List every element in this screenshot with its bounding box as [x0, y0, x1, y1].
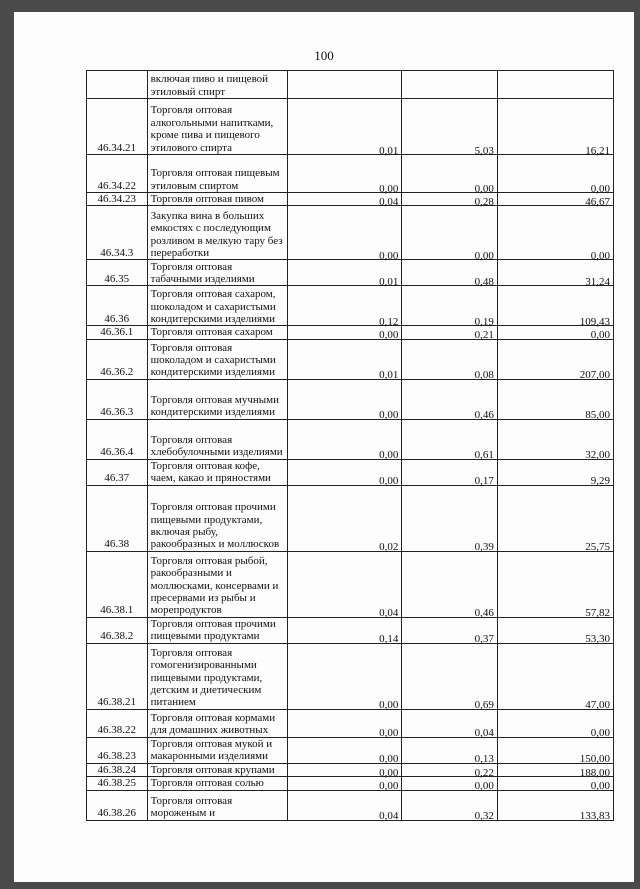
row-code-text: 46.38.1: [100, 604, 134, 617]
row-code: [87, 709, 148, 737]
row-code-text: 46.34.23: [97, 193, 137, 205]
row-value-3-text: 0,00: [590, 727, 610, 740]
row-value-2: [402, 709, 498, 740]
row-code: [87, 643, 148, 709]
row-name: [147, 777, 288, 790]
row-value-2: [402, 763, 498, 779]
row-value-3-text: 0,00: [590, 780, 610, 793]
row-value-3-text: 133,83: [579, 810, 610, 823]
row-name-text: Торговля оптовая кормами для домашних животных: [150, 712, 276, 737]
row-value-2: [402, 206, 498, 260]
row-value-2-text: 0,22: [474, 766, 494, 779]
row-code: [87, 737, 148, 763]
row-name: [147, 551, 288, 617]
row-value-1-text: 0,00: [379, 409, 399, 422]
row-code: [87, 155, 148, 193]
row-value-1: [288, 459, 402, 488]
row-value-1: [288, 485, 402, 554]
row-code-text: 46.38.26: [97, 807, 137, 820]
row-code: [87, 326, 148, 339]
row-value-2-text: 0,00: [474, 182, 494, 195]
row-value-3: [497, 709, 613, 740]
table-row: [87, 326, 614, 339]
row-code: [87, 260, 148, 286]
row-value-3: [497, 99, 613, 155]
row-value-3: [497, 617, 613, 646]
row-value-2: [402, 155, 498, 193]
row-value-1-text: 0,00: [379, 475, 399, 488]
row-value-3-text: 46,67: [585, 196, 610, 208]
row-value-1-text: 0,01: [379, 276, 399, 288]
table-row: [87, 551, 614, 617]
table-row: [87, 419, 614, 459]
row-code-text: 46.36.2: [100, 366, 134, 379]
row-value-3-text: 53,30: [585, 633, 610, 646]
row-name-text: включая пиво и пищевой этиловый спирт: [150, 73, 269, 98]
row-value-2-text: 0,69: [474, 699, 494, 712]
row-code-text: 46.38.21: [97, 696, 137, 709]
row-value-1-text: 0,01: [379, 144, 399, 157]
row-value-3-text: 0,00: [590, 329, 610, 342]
row-value-2: [402, 617, 498, 646]
page-number: 100: [314, 48, 334, 63]
row-value-3-text: 207,00: [579, 369, 610, 382]
row-value-2: [402, 260, 498, 286]
row-code-text: 46.35: [104, 273, 130, 285]
row-value-1-text: 0,04: [379, 810, 399, 823]
row-value-1: [288, 71, 402, 99]
row-name: [147, 155, 288, 193]
row-value-2-text: 0,13: [474, 753, 494, 766]
row-value-2-text: 0,21: [474, 329, 494, 342]
row-value-2-text: 0,46: [474, 607, 494, 620]
table-body: [87, 71, 614, 821]
row-value-1: [288, 737, 402, 766]
row-name-text: Торговля оптовая пищевым этиловым спиртом: [150, 167, 280, 192]
row-value-2: [402, 643, 498, 712]
table-row: [87, 193, 614, 206]
row-name: [147, 737, 288, 763]
row-code-text: 46.38.22: [97, 724, 137, 737]
row-value-1: [288, 339, 402, 382]
table-row: [87, 763, 614, 776]
row-code: [87, 99, 148, 155]
row-value-2-text: 0,61: [474, 449, 494, 462]
row-value-3-text: 0,00: [590, 250, 610, 262]
row-name-text: Торговля оптовая крупами: [150, 763, 275, 776]
table-row: [87, 643, 614, 709]
row-name: [147, 790, 288, 820]
row-code: [87, 286, 148, 326]
row-code: [87, 71, 148, 99]
row-code-text: 46.38.25: [97, 777, 137, 790]
row-value-3: [497, 419, 613, 462]
row-value-2: [402, 419, 498, 462]
row-code-text: 46.37: [104, 472, 130, 485]
row-value-3: [497, 155, 613, 193]
row-name: [147, 459, 288, 485]
row-code: [87, 339, 148, 379]
table-row: [87, 339, 614, 379]
row-code-text: 46.36.4: [100, 446, 134, 459]
row-value-1-text: 0,12: [379, 316, 399, 328]
row-value-3: [497, 71, 613, 99]
row-code-text: 46.36: [104, 313, 130, 325]
row-name-text: Торговля оптовая мороженым и: [150, 794, 233, 820]
row-name-text: Торговля оптовая сахаром, шоколадом и сахаристыми кондитерскими изделиями: [150, 288, 276, 325]
row-value-3-text: 31,24: [585, 276, 610, 288]
row-value-2: [402, 286, 498, 326]
row-value-3-text: 25,75: [585, 541, 610, 554]
row-name: [147, 709, 288, 737]
row-name-text: Торговля оптовая табачными изделиями: [150, 260, 255, 285]
table-row: [87, 617, 614, 643]
row-value-3-text: 85,00: [585, 409, 610, 422]
row-value-3-text: 150,00: [579, 753, 610, 766]
row-value-2-text: 0,46: [474, 409, 494, 422]
row-value-2: [402, 339, 498, 382]
row-value-3-text: 188,00: [579, 766, 610, 779]
row-value-1: [288, 617, 402, 646]
row-value-1-text: 0,00: [379, 753, 399, 766]
row-value-3: [497, 339, 613, 382]
row-code: [87, 485, 148, 551]
row-value-2-text: 0,48: [474, 276, 494, 288]
table-row: [87, 155, 614, 193]
row-value-2: [402, 99, 498, 155]
row-name-text: Торговля оптовая прочими пищевыми продуктами: [150, 618, 276, 643]
row-value-1-text: 0,00: [379, 699, 399, 712]
row-code: [87, 379, 148, 419]
row-name-text: Торговля оптовая кофе, чаем, какао и пряностями: [150, 460, 271, 485]
row-code: [87, 459, 148, 485]
row-value-3: [497, 459, 613, 488]
row-name: [147, 419, 288, 459]
row-value-1: [288, 419, 402, 462]
row-name-text: Закупка вина в больших емкостях с последующим розливом в мелкую тару без переработки: [150, 209, 283, 259]
table-row: [87, 709, 614, 737]
row-value-3: [497, 485, 613, 554]
row-name-text: Торговля оптовая пивом: [150, 193, 265, 205]
row-value-2: [402, 71, 498, 99]
row-value-2: [402, 459, 498, 488]
row-value-3-text: 47,00: [585, 699, 610, 712]
row-code: [87, 193, 148, 206]
row-value-3: [497, 790, 613, 823]
row-value-2-text: 0,04: [474, 727, 494, 740]
row-value-3-text: 0,00: [590, 182, 610, 195]
table-row: [87, 286, 614, 326]
row-name-text: Торговля оптовая прочими пищевыми продуктами, включая рыбу, ракообразных и моллюсков: [150, 501, 280, 551]
row-name-text: Торговля оптовая шоколадом и сахаристыми кондитерскими изделиями: [150, 341, 276, 379]
row-value-3-text: 109,43: [579, 316, 610, 328]
row-value-1-text: 0,00: [379, 329, 399, 342]
row-value-1-text: 0,02: [379, 541, 399, 554]
row-name-text: Торговля оптовая хлебобулочными изделиями: [150, 434, 283, 459]
row-code-text: 46.34.3: [100, 247, 134, 259]
row-value-1: [288, 379, 402, 422]
row-value-1-text: 0,04: [379, 196, 399, 208]
row-code: [87, 551, 148, 617]
row-value-1: [288, 155, 402, 193]
row-code-text: 46.38.24: [97, 763, 137, 776]
row-value-2-text: 0,32: [474, 810, 494, 823]
row-value-2: [402, 379, 498, 422]
row-value-3-text: 9,29: [590, 475, 610, 488]
row-code: [87, 763, 148, 776]
row-code-text: 46.38.23: [97, 750, 137, 763]
row-code: [87, 419, 148, 459]
row-name: [147, 71, 288, 99]
row-value-2-text: 0,00: [474, 250, 494, 262]
row-code: [87, 206, 148, 260]
row-value-1: [288, 260, 402, 286]
row-value-2-text: 0,28: [474, 196, 494, 208]
row-value-1-text: 0,01: [379, 369, 399, 382]
row-value-2-text: 0,37: [474, 633, 494, 646]
row-name: [147, 193, 288, 206]
row-code-text: 46.36.1: [100, 326, 134, 339]
row-value-1: [288, 99, 402, 155]
row-code-text: 46.36.3: [100, 406, 134, 419]
row-value-1-text: 0,00: [379, 780, 399, 793]
row-value-2: [402, 485, 498, 554]
row-value-1-text: 0,00: [379, 727, 399, 740]
row-value-3: [497, 737, 613, 766]
row-value-3: [497, 763, 613, 779]
row-value-3: [497, 286, 613, 326]
row-value-1-text: 0,00: [379, 182, 399, 195]
row-value-1: [288, 551, 402, 620]
row-value-3: [497, 551, 613, 620]
row-name-text: Торговля оптовая гомогенизированными пищевыми продуктами, детским и диетическим питанием: [150, 646, 263, 709]
row-value-2-text: 5,03: [474, 144, 494, 157]
row-code-text: 46.34.22: [97, 179, 137, 192]
row-name: [147, 763, 288, 776]
row-value-2-text: 0,39: [474, 541, 494, 554]
row-value-2-text: 0,19: [474, 316, 494, 328]
row-value-3: [497, 643, 613, 712]
row-code: [87, 777, 148, 790]
table-row: [87, 459, 614, 485]
table-row: [87, 485, 614, 551]
row-value-3: [497, 260, 613, 286]
row-name: [147, 99, 288, 155]
row-code-text: 46.34.21: [97, 141, 137, 154]
table-row: [87, 737, 614, 763]
row-value-1-text: 0,00: [379, 449, 399, 462]
table-row: [87, 71, 614, 99]
row-value-2: [402, 737, 498, 766]
row-name: [147, 379, 288, 419]
table-row: [87, 99, 614, 155]
table-row: [87, 790, 614, 820]
row-name: [147, 617, 288, 643]
row-name: [147, 485, 288, 551]
row-value-2-text: 0,08: [474, 369, 494, 382]
row-name: [147, 643, 288, 709]
row-name-text: Торговля оптовая рыбой, ракообразными и моллюсками, консервами и пресервами из рыбы и морепродуктов: [150, 554, 279, 617]
row-value-1: [288, 763, 402, 779]
row-name-text: Торговля оптовая сахаром: [150, 326, 273, 339]
table-row: [87, 777, 614, 790]
table-row: [87, 260, 614, 286]
row-name: [147, 206, 288, 260]
row-value-2: [402, 790, 498, 823]
row-name-text: Торговля оптовая мукой и макаронными изделиями: [150, 738, 273, 763]
row-value-1: [288, 790, 402, 823]
row-name: [147, 326, 288, 339]
row-value-1-text: 0,04: [379, 607, 399, 620]
row-name: [147, 286, 288, 326]
row-code: [87, 790, 148, 820]
row-value-3: [497, 206, 613, 260]
row-value-3: [497, 379, 613, 422]
data-table: [86, 70, 614, 821]
row-value-2-text: 0,00: [474, 780, 494, 793]
row-value-2-text: 0,17: [474, 475, 494, 488]
row-code: [87, 617, 148, 643]
row-name-text: Торговля оптовая мучными кондитерскими изделиями: [150, 394, 279, 419]
row-value-1: [288, 709, 402, 740]
row-code-text: 46.38.2: [100, 630, 134, 643]
row-value-1-text: 0,00: [379, 766, 399, 779]
row-code-text: 46.38: [104, 538, 130, 551]
row-name: [147, 339, 288, 379]
row-name-text: Торговля оптовая солью: [150, 777, 264, 790]
table-row: [87, 379, 614, 419]
row-value-3-text: 32,00: [585, 449, 610, 462]
row-name: [147, 260, 288, 286]
document-page: [14, 12, 634, 882]
row-value-2: [402, 551, 498, 620]
row-name-text: Торговля оптовая алкогольными напитками, кроме пива и пищевого этилового спирта: [150, 104, 274, 154]
row-value-1-text: 0,14: [379, 633, 399, 646]
row-value-1: [288, 206, 402, 260]
row-value-3-text: 57,82: [585, 607, 610, 620]
table-row: [87, 206, 614, 260]
row-value-1-text: 0,00: [379, 250, 399, 262]
row-value-3-text: 16,21: [585, 144, 610, 157]
row-value-1: [288, 643, 402, 712]
row-value-1: [288, 286, 402, 326]
